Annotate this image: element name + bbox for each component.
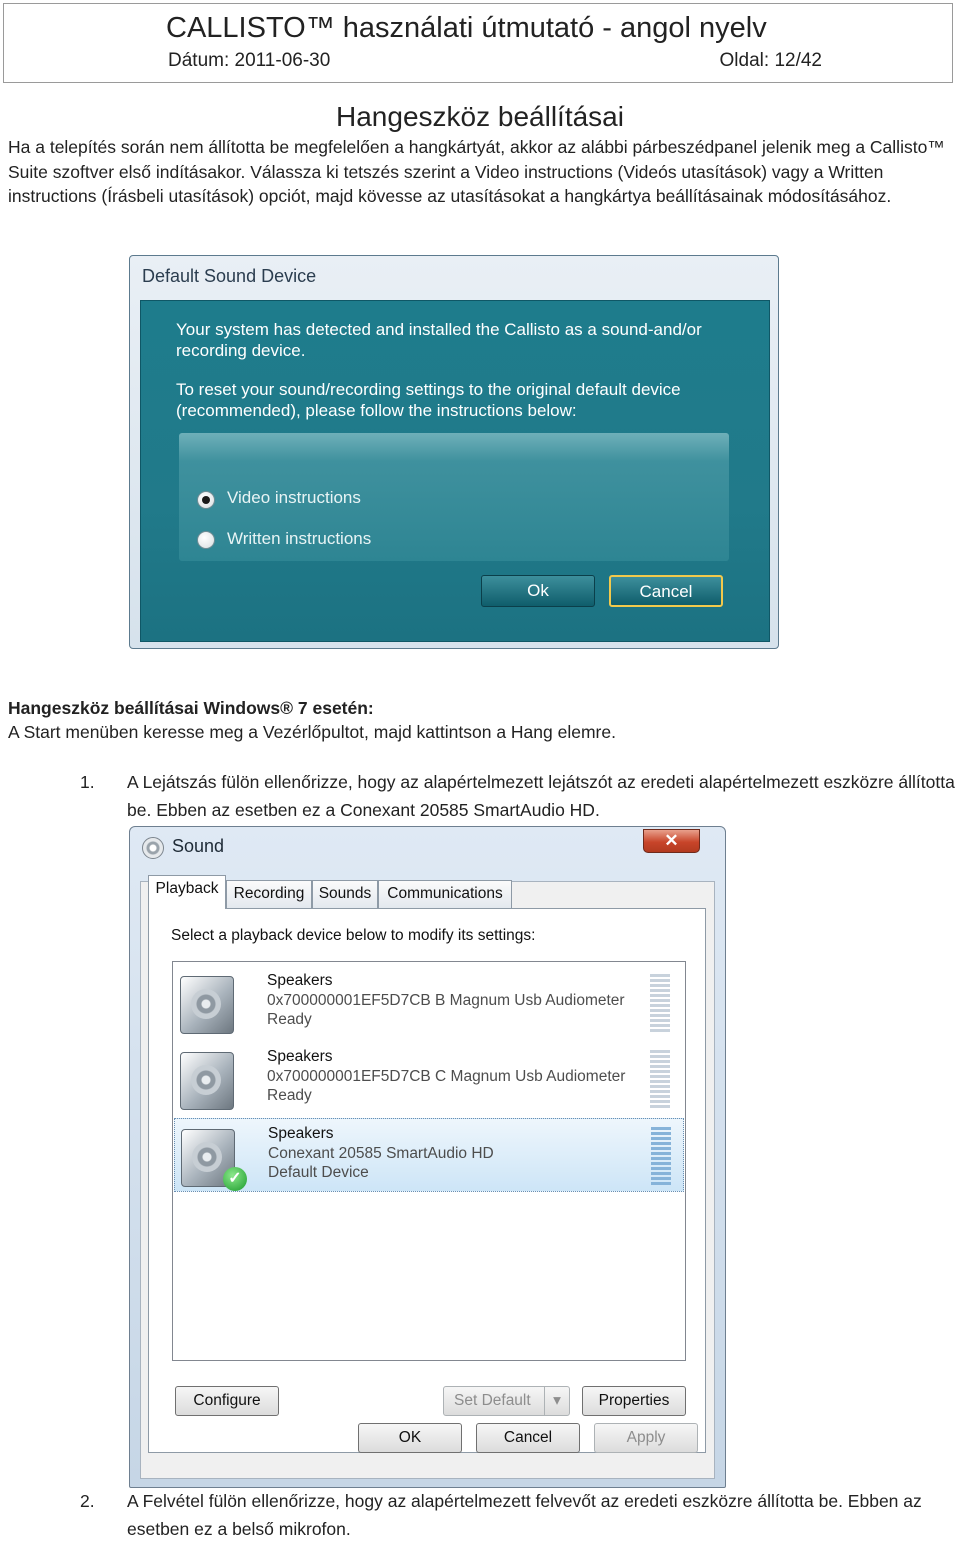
section-title: Hangeszköz beállításai xyxy=(336,101,624,132)
device-name: Speakers xyxy=(267,1048,333,1065)
page-number: Oldal: 12/42 xyxy=(719,50,822,71)
step-text: A Felvétel fülön ellenőrizze, hogy az alapértelmezett felvevőt az eredeti eszközre állította be. Ebben az esetben ez a belső mikrofon. xyxy=(127,1491,922,1539)
sound-dialog xyxy=(129,826,726,1488)
playback-device-list xyxy=(172,961,686,1361)
device-description: Conexant 20585 SmartAudio HD xyxy=(268,1145,494,1162)
device-item-selected[interactable] xyxy=(174,1118,684,1192)
sound-dialog-title: Sound xyxy=(172,836,225,856)
playback-panel xyxy=(148,908,706,1453)
video-instructions-radio[interactable] xyxy=(197,491,215,509)
device-status: Ready xyxy=(267,1087,312,1104)
configure-button[interactable]: Configure xyxy=(175,1386,279,1416)
ok-button[interactable]: Ok xyxy=(481,575,595,607)
tab-sounds[interactable]: Sounds xyxy=(312,880,378,908)
cancel-button[interactable]: Cancel xyxy=(609,575,723,607)
step-text: A Lejátszás fülön ellenőrizze, hogy az alapértelmezett lejátszót az eredeti alapértelmezett eszközre állította be. Ebben az esetben ez a Conexant 20585 SmartAudio HD. xyxy=(127,772,955,820)
volume-meter xyxy=(650,972,670,1032)
written-instructions-label[interactable]: Written instructions xyxy=(227,529,372,548)
dialog-message-reset: To reset your sound/recording settings to the original default device (recommended), please follow the instructions below: xyxy=(176,380,681,420)
speaker-icon xyxy=(142,837,164,859)
device-description: 0x700000001EF5D7CB B Magnum Usb Audiometer xyxy=(267,992,625,1009)
close-icon[interactable]: ✕ xyxy=(643,829,700,853)
dialog-title: Default Sound Device xyxy=(142,266,317,286)
default-check-icon: ✓ xyxy=(223,1167,247,1191)
properties-button[interactable]: Properties xyxy=(582,1386,686,1416)
volume-meter xyxy=(651,1125,671,1185)
default-sound-device-dialog xyxy=(129,255,779,649)
device-name: Speakers xyxy=(267,972,333,989)
speaker-device-icon xyxy=(180,1052,234,1110)
dialog-body xyxy=(140,300,770,642)
volume-meter xyxy=(650,1048,670,1108)
dialog-message-detected: Your system has detected and installed the Callisto as a sound-and/or recording device. xyxy=(176,320,702,360)
written-instructions-radio[interactable] xyxy=(197,531,215,549)
speaker-device-icon xyxy=(180,976,234,1034)
device-status: Default Device xyxy=(268,1164,369,1181)
windows7-text: A Start menüben keresse meg a Vezérlőpultot, majd kattintson a Hang elemre. xyxy=(8,722,616,742)
set-default-button[interactable] xyxy=(443,1386,570,1416)
apply-button[interactable]: Apply xyxy=(594,1423,698,1453)
step-number: 1. xyxy=(80,772,95,792)
intro-paragraph: Ha a telepítés során nem állította be megfelelően a hangkártyát, akkor az alábbi párbeszédpanel jelenik meg a Callisto™ Suite szoftver első indításakor. Válassza ki tetszés szerint a Video instructions (Videós utasítások) vagy a Written instructions (Írásbeli utasítások) opciót, majd kövesse az utasításokat a hangkártya beállításainak módosításához. xyxy=(8,137,945,206)
document-title: CALLISTO™ használati útmutató - angol nyelv xyxy=(166,12,767,44)
step-number: 2. xyxy=(80,1491,95,1511)
device-item[interactable] xyxy=(174,1042,684,1116)
instruction-options-group xyxy=(179,433,729,561)
playback-instruction: Select a playback device below to modify its settings: xyxy=(171,927,536,944)
document-date: Dátum: 2011-06-30 xyxy=(168,50,331,71)
device-name: Speakers xyxy=(268,1125,334,1142)
device-description: 0x700000001EF5D7CB C Magnum Usb Audiometer xyxy=(267,1068,626,1085)
chevron-down-icon[interactable]: ▾ xyxy=(544,1387,569,1415)
tab-playback[interactable]: Playback xyxy=(148,875,226,909)
set-default-label: Set Default xyxy=(454,1392,531,1409)
device-status: Ready xyxy=(267,1011,312,1028)
page-header xyxy=(3,3,953,83)
device-item[interactable] xyxy=(174,966,684,1040)
cancel-button[interactable]: Cancel xyxy=(476,1423,580,1453)
ok-button[interactable]: OK xyxy=(358,1423,462,1453)
tab-communications[interactable]: Communications xyxy=(378,880,512,908)
windows7-heading: Hangeszköz beállításai Windows® 7 esetén: xyxy=(8,698,374,718)
tab-recording[interactable]: Recording xyxy=(226,880,312,908)
video-instructions-label[interactable]: Video instructions xyxy=(227,488,361,507)
